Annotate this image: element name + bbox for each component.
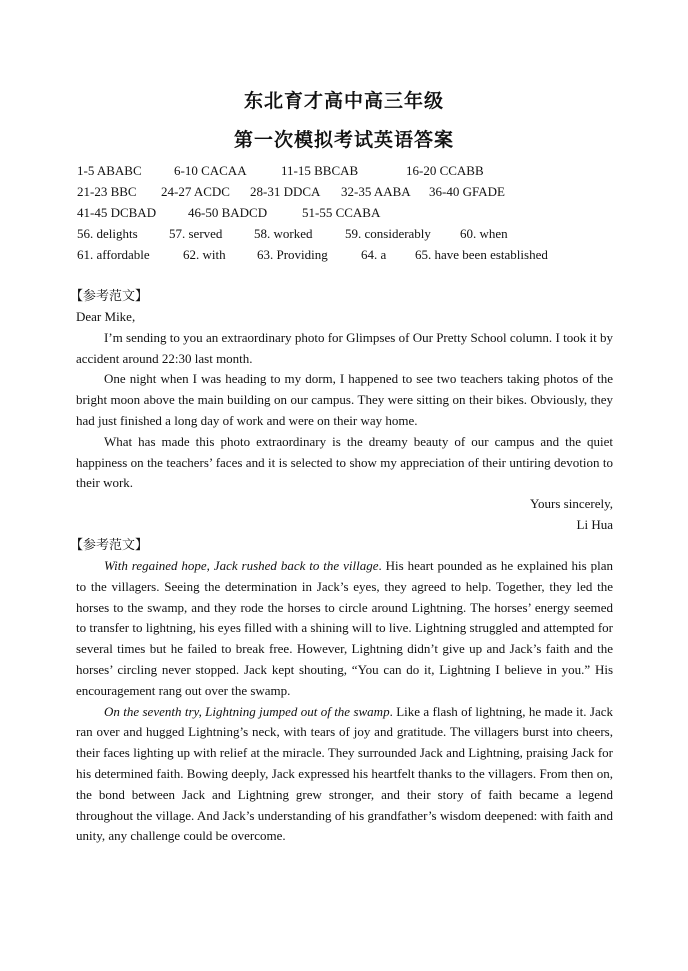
section-heading: 【参考范文】 (70, 289, 149, 304)
letter-closing: Yours sincerely, (529, 496, 613, 512)
story-text: . Like a flash of lightning, he made it. Jack ran over and hugged Lightning’s neck, with tears of joy and gratitude. The villagers burst into cheers, their faces lighting up with relief at the miracle. They surrounded Jack and Lightning, praising Jack for his determined faith. Bowing deeply, Jack expressed his heartfelt thanks to the villagers. From then on, the bond between Jack and Lightning grew stronger, and their story of faith became a legend throughout the village. And Jack’s understanding of his grandfather’s wisdom deepened: with faith and unity, any challenge could be overcome. (76, 703, 613, 844)
document-title-school: 东北育才高中高三年级 (243, 90, 444, 112)
answer-item: 21-23 BBC (77, 184, 137, 199)
sample-continuation-writing (70, 536, 613, 847)
answer-item: 1-5 ABABC (77, 163, 142, 178)
answer-row-3 (77, 202, 617, 223)
story-paragraph (76, 702, 613, 848)
answer-item: 59. considerably (345, 226, 431, 241)
answer-item: 58. worked (254, 226, 313, 241)
given-opening-sentence: On the seventh try, Lightning jumped out of the swamp (104, 703, 390, 719)
answer-item: 60. when (460, 226, 508, 241)
answer-item: 16-20 CCABB (406, 163, 484, 178)
letter-paragraph: One night when I was heading to my dorm, I happened to see two teachers taking photos of the bright moon above the main building on our campus. They were sitting on their bikes. Obviously, they had just finished a long day of work and were on their way home. (76, 371, 613, 428)
answer-item: 56. delights (77, 226, 138, 241)
answer-item: 32-35 AABA (341, 184, 411, 199)
letter-paragraph: I’m sending to you an extraordinary photo for Glimpses of Our Pretty School column. I took it by accident around 22:30 last month. (76, 329, 613, 366)
given-opening-sentence: With regained hope, Jack rushed back to the village (104, 558, 379, 573)
answer-item: 63. Providing (257, 247, 328, 262)
letter-paragraph: What has made this photo extraordinary is the dreamy beauty of our campus and the quiet happiness on the teachers’ faces and it is selected to show my appreciation of their untiring devotion to their work. (76, 433, 613, 491)
sample-letter (70, 287, 613, 536)
answer-row-4 (77, 223, 617, 244)
answer-item: 46-50 BADCD (188, 205, 268, 220)
answer-item: 61. affordable (77, 247, 150, 262)
answer-item: 36-40 GFADE (429, 184, 505, 199)
answer-item: 28-31 DDCA (250, 184, 321, 199)
document-title-exam: 第一次模拟考试英语答案 (233, 129, 454, 151)
answer-row-2 (77, 181, 617, 202)
letter-signature-name: Li Hua (576, 516, 613, 532)
story-paragraph (76, 556, 613, 702)
answer-row-1 (77, 160, 617, 181)
answer-item: 62. with (183, 247, 226, 262)
answer-row-5 (77, 244, 617, 265)
answer-item: 57. served (169, 226, 223, 241)
answer-item: 11-15 BBCAB (281, 163, 359, 178)
answer-item: 51-55 CCABA (302, 205, 381, 220)
answer-item: 24-27 ACDC (161, 184, 230, 199)
section-heading: 【参考范文】 (70, 538, 149, 553)
answer-item: 41-45 DCBAD (77, 205, 157, 220)
answer-item: 6-10 CACAA (174, 163, 247, 178)
letter-salutation: Dear Mike, (76, 309, 136, 324)
answer-key (77, 160, 617, 265)
story-text: . His heart pounded as he explained his plan to the villagers. Seeing the determination in Jack’s eyes, they agreed to help. Together, they led the horses to the swamp, and they rode the horses to circle around Lightning. The horses’ energy seemed to transfer to lightning, his eyes filled with a shining will to live. Lightning struggled and attempted for several times but he failed to break free. However, Lightning didn’t give up and Jack’s faith and the horses’ circling never stopped. Jack kept shouting, “You can do it, Lightning I believe in you.” His encouragement rang out over the swamp. (76, 558, 613, 698)
answer-item: 65. have been established (415, 247, 548, 262)
answer-item: 64. a (361, 247, 387, 262)
